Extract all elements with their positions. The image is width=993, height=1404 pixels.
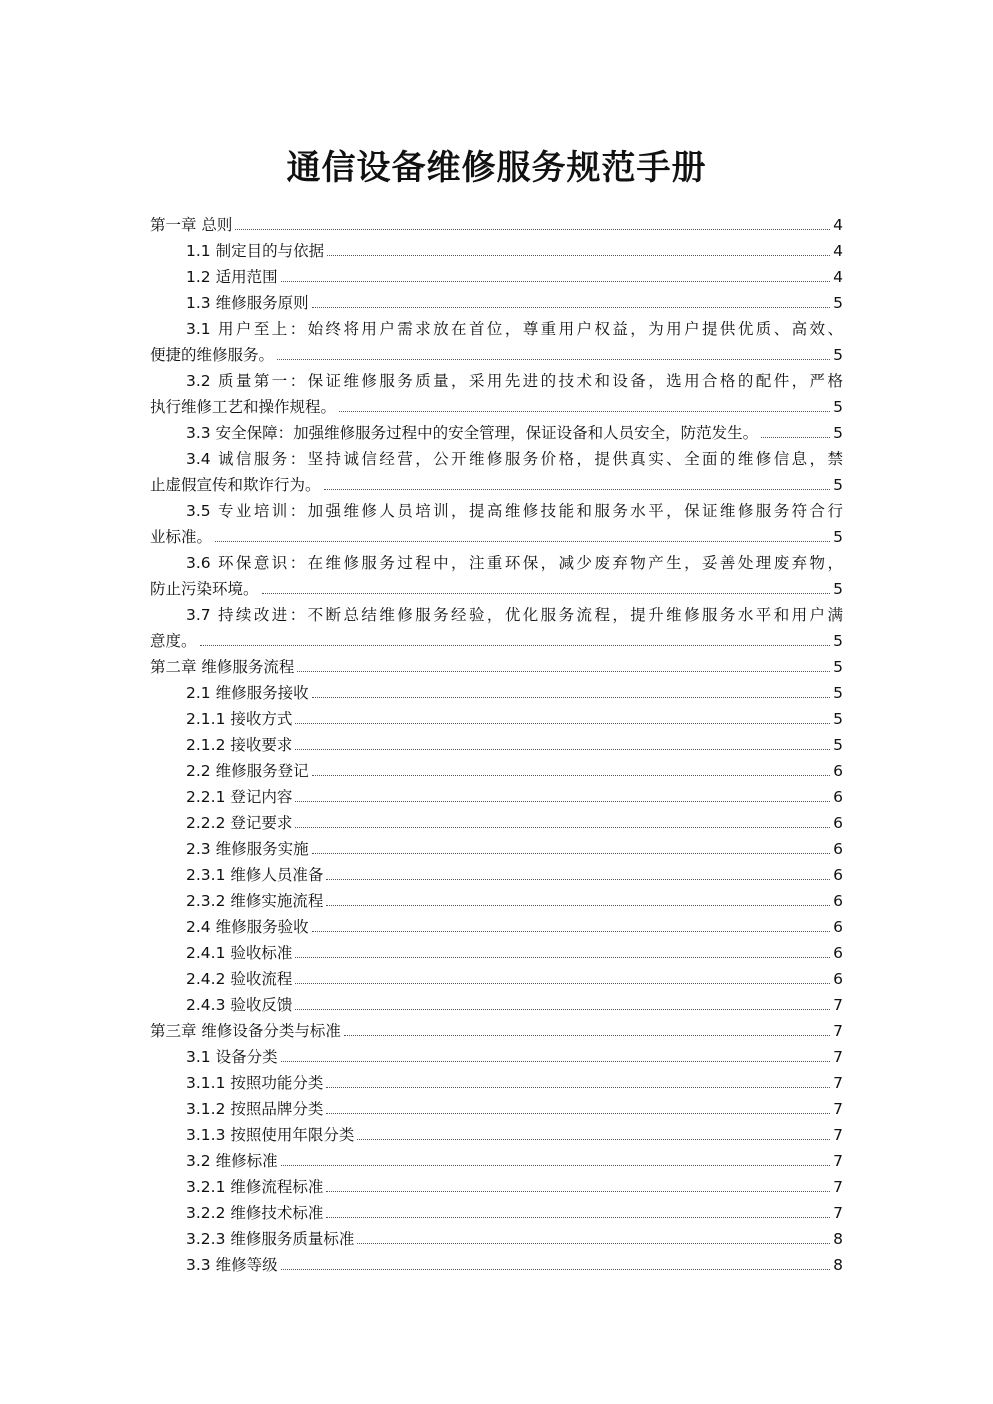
toc-page-number: 5 xyxy=(833,398,843,416)
dot-leader xyxy=(761,437,830,438)
toc-entry-text: 2.1.2 接收要求 xyxy=(186,736,293,754)
toc-section-entry[interactable] xyxy=(150,1174,843,1200)
toc-entry-text: 3.3 维修等级 xyxy=(186,1256,278,1274)
dot-leader xyxy=(295,801,830,802)
toc-entry-text: 2.4.2 验收流程 xyxy=(186,970,293,988)
toc-section-entry[interactable] xyxy=(150,602,843,654)
toc-section-entry[interactable] xyxy=(150,446,843,498)
toc-section-entry[interactable] xyxy=(150,940,843,966)
dot-leader xyxy=(262,593,831,594)
toc-page-number: 7 xyxy=(833,996,843,1014)
toc-entry-text: 2.2.2 登记要求 xyxy=(186,814,293,832)
toc-page-number: 5 xyxy=(833,710,843,728)
toc-section-entry[interactable] xyxy=(150,992,843,1018)
toc-section-entry[interactable] xyxy=(150,758,843,784)
dot-leader xyxy=(326,1217,830,1218)
toc-entry-text: 2.3.1 维修人员准备 xyxy=(186,866,324,884)
toc-section-entry[interactable] xyxy=(150,732,843,758)
toc-page-number: 4 xyxy=(833,268,843,286)
toc-section-entry[interactable] xyxy=(150,1200,843,1226)
dot-leader xyxy=(344,1035,830,1036)
toc-entry-text-line1: 3.7 持续改进：不断总结维修服务经验，优化服务流程，提升维修服务水平和用户满 xyxy=(186,606,843,624)
toc-entry-text: 第二章 维修服务流程 xyxy=(150,658,295,676)
toc-page-number: 5 xyxy=(833,424,843,442)
toc-entry-text: 3.2.3 维修服务质量标准 xyxy=(186,1230,355,1248)
toc-entry-text: 3.2 维修标准 xyxy=(186,1152,278,1170)
toc-entry-text-line1: 3.5 专业培训：加强维修人员培训，提高维修技能和服务水平，保证维修服务符合行 xyxy=(186,502,843,520)
dot-leader xyxy=(295,827,830,828)
dot-leader xyxy=(312,931,831,932)
toc-entry-text: 3.1.1 按照功能分类 xyxy=(186,1074,324,1092)
dot-leader xyxy=(312,307,831,308)
toc-page-number: 5 xyxy=(833,684,843,702)
toc-entry-text-line2: 防止污染环境。 xyxy=(150,580,259,598)
dot-leader xyxy=(357,1243,830,1244)
toc-entry-text: 2.2 维修服务登记 xyxy=(186,762,309,780)
toc-section-entry[interactable] xyxy=(150,810,843,836)
dot-leader xyxy=(326,1113,830,1114)
toc-page-number: 5 xyxy=(833,528,843,546)
toc-page-number: 6 xyxy=(833,814,843,832)
toc-page-number: 7 xyxy=(833,1178,843,1196)
toc-section-entry[interactable] xyxy=(150,1122,843,1148)
toc-entry-text: 第一章 总则 xyxy=(150,216,233,234)
toc-entry-text: 2.1.1 接收方式 xyxy=(186,710,293,728)
dot-leader xyxy=(281,1165,831,1166)
toc-entry-text: 1.1 制定目的与依据 xyxy=(186,242,325,260)
toc-section-entry[interactable] xyxy=(150,784,843,810)
dot-leader xyxy=(295,723,830,724)
dot-leader xyxy=(281,1269,831,1270)
dot-leader xyxy=(326,879,830,880)
dot-leader xyxy=(327,255,830,256)
toc-section-entry[interactable] xyxy=(150,1044,843,1070)
toc-section-entry[interactable] xyxy=(150,498,843,550)
toc-page-number: 7 xyxy=(833,1022,843,1040)
toc-section-entry[interactable] xyxy=(150,316,843,368)
toc-entry-text: 3.1 设备分类 xyxy=(186,1048,278,1066)
toc-page-number: 6 xyxy=(833,762,843,780)
toc-entry-text-line1: 3.2 质量第一：保证维修服务质量，采用先进的技术和设备，选用合格的配件，严格 xyxy=(186,372,843,390)
toc-page-number: 6 xyxy=(833,788,843,806)
dot-leader xyxy=(235,229,830,230)
toc-entry-text: 2.4.3 验收反馈 xyxy=(186,996,293,1014)
toc-entry-text: 2.2.1 登记内容 xyxy=(186,788,293,806)
toc-page-number: 7 xyxy=(833,1152,843,1170)
toc-page-number: 5 xyxy=(833,294,843,312)
table-of-contents xyxy=(150,212,843,1278)
toc-section-entry[interactable] xyxy=(150,238,843,264)
toc-section-entry[interactable] xyxy=(150,290,843,316)
dot-leader xyxy=(215,541,830,542)
toc-page-number: 7 xyxy=(833,1074,843,1092)
toc-entry-text: 3.1.3 按照使用年限分类 xyxy=(186,1126,355,1144)
toc-section-entry[interactable] xyxy=(150,862,843,888)
toc-section-entry[interactable] xyxy=(150,1148,843,1174)
dot-leader xyxy=(357,1139,830,1140)
toc-entry-text-line2: 意度。 xyxy=(150,632,197,650)
toc-entry-text: 2.4.1 验收标准 xyxy=(186,944,293,962)
toc-entry-text: 第三章 维修设备分类与标准 xyxy=(150,1022,341,1040)
dot-leader xyxy=(295,957,830,958)
toc-entry-text: 1.2 适用范围 xyxy=(186,268,278,286)
toc-page-number: 6 xyxy=(833,840,843,858)
toc-page-number: 6 xyxy=(833,866,843,884)
dot-leader xyxy=(295,1009,830,1010)
dot-leader xyxy=(281,281,831,282)
toc-section-entry[interactable] xyxy=(150,836,843,862)
document-title: 通信设备维修服务规范手册 xyxy=(286,148,707,188)
toc-entry-text: 3.2.2 维修技术标准 xyxy=(186,1204,324,1222)
toc-entry-text: 2.3.2 维修实施流程 xyxy=(186,892,324,910)
toc-section-entry[interactable] xyxy=(150,680,843,706)
dot-leader xyxy=(324,489,831,490)
toc-section-entry[interactable] xyxy=(150,264,843,290)
toc-entry-text-line2: 执行维修工艺和操作规程。 xyxy=(150,398,337,416)
toc-entry-text: 2.3 维修服务实施 xyxy=(186,840,309,858)
toc-section-entry[interactable] xyxy=(150,914,843,940)
dot-leader xyxy=(339,411,830,412)
toc-entry-text: 3.1.2 按照品牌分类 xyxy=(186,1100,324,1118)
toc-section-entry[interactable] xyxy=(150,1252,843,1278)
dot-leader xyxy=(295,983,830,984)
toc-page-number: 5 xyxy=(833,658,843,676)
toc-page-number: 6 xyxy=(833,892,843,910)
toc-page-number: 6 xyxy=(833,970,843,988)
toc-section-entry[interactable] xyxy=(150,1096,843,1122)
toc-page-number: 7 xyxy=(833,1100,843,1118)
toc-entry-text-line2: 业标准。 xyxy=(150,528,213,546)
toc-entry-text-line1: 3.1 用户至上：始终将用户需求放在首位，尊重用户权益，为用户提供优质、高效、 xyxy=(186,320,843,338)
toc-section-entry[interactable] xyxy=(150,888,843,914)
dot-leader xyxy=(326,1087,830,1088)
toc-section-entry[interactable] xyxy=(150,706,843,732)
toc-page-number: 8 xyxy=(833,1230,843,1248)
toc-entry-text: 3.2.1 维修流程标准 xyxy=(186,1178,324,1196)
toc-page-number: 5 xyxy=(833,736,843,754)
toc-page-number: 7 xyxy=(833,1048,843,1066)
dot-leader xyxy=(295,749,830,750)
dot-leader xyxy=(326,905,830,906)
toc-page-number: 5 xyxy=(833,476,843,494)
toc-entry-text-line2: 便捷的维修服务。 xyxy=(150,346,275,364)
toc-page-number: 5 xyxy=(833,346,843,364)
toc-chapter-entry[interactable] xyxy=(150,654,843,680)
toc-section-entry[interactable] xyxy=(150,1070,843,1096)
toc-entry-text: 3.3 安全保障：加强维修服务过程中的安全管理，保证设备和人员安全，防范发生。 xyxy=(186,424,759,442)
toc-section-entry[interactable] xyxy=(150,420,843,446)
dot-leader xyxy=(277,359,830,360)
dot-leader xyxy=(281,1061,831,1062)
toc-section-entry[interactable] xyxy=(150,550,843,602)
toc-entry-text-line2: 止虚假宣传和欺诈行为。 xyxy=(150,476,321,494)
dot-leader xyxy=(326,1191,830,1192)
toc-chapter-entry[interactable] xyxy=(150,1018,843,1044)
toc-page-number: 4 xyxy=(833,242,843,260)
toc-entry-text-line1: 3.6 环保意识：在维修服务过程中，注重环保，减少废弃物产生，妥善处理废弃物， xyxy=(186,554,843,572)
dot-leader xyxy=(200,645,831,646)
toc-entry-text: 2.4 维修服务验收 xyxy=(186,918,309,936)
toc-entry-text: 2.1 维修服务接收 xyxy=(186,684,309,702)
dot-leader xyxy=(312,775,831,776)
toc-page-number: 6 xyxy=(833,918,843,936)
toc-page-number: 6 xyxy=(833,944,843,962)
toc-page-number: 4 xyxy=(833,216,843,234)
toc-entry-text-line1: 3.4 诚信服务：坚持诚信经营，公开维修服务价格，提供真实、全面的维修信息，禁 xyxy=(186,450,843,468)
dot-leader xyxy=(312,697,831,698)
toc-section-entry[interactable] xyxy=(150,966,843,992)
toc-page-number: 7 xyxy=(833,1126,843,1144)
toc-page-number: 8 xyxy=(833,1256,843,1274)
toc-section-entry[interactable] xyxy=(150,1226,843,1252)
toc-page-number: 5 xyxy=(833,632,843,650)
toc-chapter-entry[interactable] xyxy=(150,212,843,238)
toc-entry-text: 1.3 维修服务原则 xyxy=(186,294,309,312)
toc-section-entry[interactable] xyxy=(150,368,843,420)
dot-leader xyxy=(312,853,831,854)
toc-page-number: 5 xyxy=(833,580,843,598)
dot-leader xyxy=(297,671,830,672)
toc-page-number: 7 xyxy=(833,1204,843,1222)
